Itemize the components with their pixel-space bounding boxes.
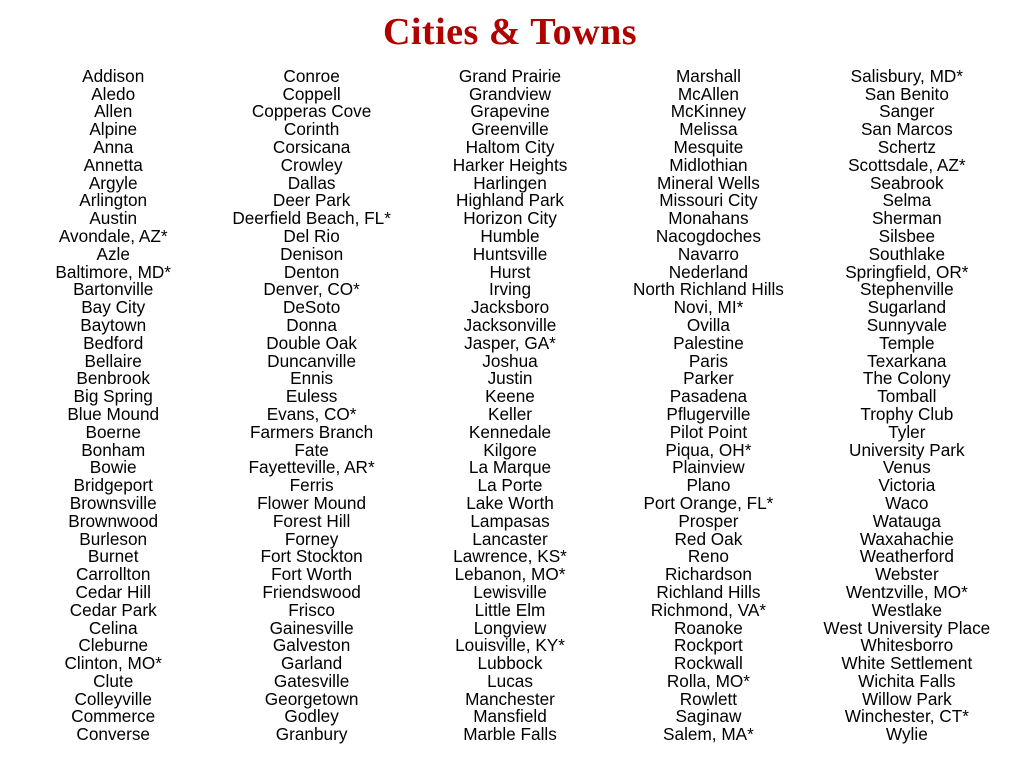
city-entry: West University Place [823, 617, 991, 638]
city-entry: Aledo [91, 83, 136, 104]
city-entry: Selma [882, 190, 932, 211]
city-entry: Keller [488, 403, 532, 424]
city-entry: Texarkana [867, 350, 947, 371]
city-entry: Missouri City [659, 190, 758, 211]
city-entry: Annetta [83, 154, 143, 175]
city-entry: Ovilla [686, 314, 730, 335]
city-entry: Converse [76, 724, 150, 745]
city-entry: Big Spring [73, 386, 153, 407]
city-entry: Addison [82, 65, 145, 86]
city-entry: Donna [286, 314, 337, 335]
city-entry: Crowley [280, 154, 343, 175]
city-entry: McKinney [670, 101, 747, 122]
city-entry: Flower Mound [257, 492, 367, 513]
city-entry: Evans, CO* [266, 403, 357, 424]
city-entry: Alpine [89, 119, 138, 140]
city-entry: Parker [683, 368, 734, 389]
city-entry: Ennis [290, 368, 334, 389]
city-entry: Jacksboro [470, 297, 550, 318]
city-entry: San Marcos [860, 119, 953, 140]
city-entry: Webster [874, 564, 939, 585]
city-entry: Stephenville [860, 279, 954, 300]
city-entry: Victoria [878, 475, 936, 496]
city-entry: Fort Worth [271, 564, 353, 585]
city-entry: McAllen [677, 83, 739, 104]
city-entry: Sanger [879, 101, 935, 122]
city-entry: Bartonville [73, 279, 154, 300]
city-entry: Farmers Branch [250, 421, 374, 442]
city-entry: Arlington [79, 190, 148, 211]
city-entry: Jasper, GA* [464, 332, 556, 353]
city-entry: Haltom City [465, 136, 555, 157]
city-entry: Anna [93, 136, 134, 157]
city-entry: Louisville, KY* [455, 635, 565, 656]
city-entry: The Colony [862, 368, 951, 389]
city-entry: Tyler [888, 421, 926, 442]
city-entry: Rolla, MO* [666, 670, 750, 691]
city-entry: Deerfield Beach, FL* [232, 208, 391, 229]
city-entry: Irving [489, 279, 532, 300]
city-entry: Corinth [283, 119, 340, 140]
city-entry: Lewisville [473, 581, 547, 602]
city-entry: Trophy Club [860, 403, 954, 424]
city-entry: Plainview [672, 457, 745, 478]
city-entry: Wylie [885, 724, 928, 745]
city-entry: Gainesville [269, 617, 354, 638]
city-entry: Cleburne [78, 635, 149, 656]
city-entry: Marshall [675, 65, 741, 86]
city-entry: Bonham [81, 439, 146, 460]
city-entry: Novi, MI* [673, 297, 744, 318]
city-entry: White Settlement [841, 653, 973, 674]
city-entry: Grandview [468, 83, 552, 104]
city-column [14, 65, 212, 745]
city-entry: Seabrook [870, 172, 944, 193]
city-entry: Waxahachie [859, 528, 954, 549]
city-entry: Schertz [877, 136, 936, 157]
city-entry: Forney [284, 528, 339, 549]
city-entry: Justin [487, 368, 533, 389]
city-entry: Lawrence, KS* [453, 546, 567, 567]
city-entry: La Porte [477, 475, 543, 496]
city-entry: Springfield, OR* [845, 261, 969, 282]
city-entry: Burnet [87, 546, 139, 567]
city-entry: Colleyville [74, 688, 152, 709]
city-entry: Nacogdoches [655, 225, 761, 246]
city-entry: Del Rio [283, 225, 340, 246]
city-entry: Little Elm [474, 599, 546, 620]
city-entry: Clinton, MO* [64, 653, 162, 674]
city-entry: Lubbock [477, 653, 543, 674]
city-entry: DeSoto [282, 297, 341, 318]
city-entry: Pilot Point [669, 421, 748, 442]
city-entry: Harlingen [473, 172, 547, 193]
city-entry: Fayetteville, AR* [248, 457, 375, 478]
city-entry: Austin [89, 208, 138, 229]
city-entry: Roanoke [674, 617, 743, 638]
city-entry: Lancaster [472, 528, 548, 549]
city-entry: Richland Hills [656, 581, 761, 602]
city-entry: Commerce [71, 706, 156, 727]
city-entry: Cedar Hill [75, 581, 151, 602]
city-entry: Galveston [272, 635, 351, 656]
city-entry: Mesquite [673, 136, 744, 157]
city-entry: Westlake [871, 599, 943, 620]
city-entry: Pflugerville [666, 403, 751, 424]
city-entry: Lucas [487, 670, 533, 691]
city-entry: Bowie [89, 457, 137, 478]
city-entry: Denver, CO* [263, 279, 360, 300]
city-entry: Salisbury, MD* [850, 65, 964, 86]
city-entry: Duncanville [267, 350, 357, 371]
city-entry: Watauga [872, 510, 941, 531]
city-entry: Temple [879, 332, 935, 353]
city-entry: Richmond, VA* [650, 599, 767, 620]
city-entry: Baltimore, MD* [55, 261, 171, 282]
city-entry: Midlothian [669, 154, 748, 175]
city-column [411, 65, 609, 745]
city-entry: Highland Park [456, 190, 564, 211]
city-entry: Garland [281, 653, 343, 674]
city-entry: Dallas [287, 172, 336, 193]
city-entry: Waco [885, 492, 929, 513]
city-entry: Saginaw [675, 706, 742, 727]
city-entry: Double Oak [266, 332, 357, 353]
city-entry: Melissa [679, 119, 738, 140]
city-entry: Brownwood [68, 510, 159, 531]
city-entry: Bellaire [84, 350, 142, 371]
city-entry: Ferris [289, 475, 334, 496]
city-entry: Wichita Falls [858, 670, 956, 691]
city-entry: Silsbee [878, 225, 936, 246]
city-entry: Carrollton [75, 564, 151, 585]
city-entry: Whitesborro [860, 635, 954, 656]
city-entry: Euless [285, 386, 338, 407]
city-entry: Lebanon, MO* [454, 564, 566, 585]
city-entry: Horizon City [463, 208, 557, 229]
city-entry: Jacksonville [463, 314, 557, 335]
city-entry: Allen [94, 101, 133, 122]
city-entry: Baytown [80, 314, 147, 335]
city-entry: Greenville [471, 119, 549, 140]
city-entry: Weatherford [859, 546, 954, 567]
city-entry: Paris [688, 350, 728, 371]
city-entry: Hurst [489, 261, 531, 282]
city-entry: Denison [280, 243, 344, 264]
city-entry: Manchester [465, 688, 555, 709]
city-entry: Fate [294, 439, 329, 460]
city-entry: Burleson [79, 528, 148, 549]
city-entry: Clute [93, 670, 134, 691]
city-entry: Copperas Cove [251, 101, 372, 122]
city-entry: Richardson [664, 564, 752, 585]
city-entry: Gatesville [273, 670, 350, 691]
city-entry: Lampasas [470, 510, 550, 531]
city-entry: Palestine [673, 332, 744, 353]
city-entry: Cedar Park [69, 599, 157, 620]
city-column [212, 65, 410, 745]
city-entry: Georgetown [264, 688, 359, 709]
city-entry: Mansfield [473, 706, 547, 727]
city-entry: Marble Falls [463, 724, 557, 745]
city-entry: Denton [283, 261, 340, 282]
city-entry: Kennedale [468, 421, 552, 442]
city-entry: Forest Hill [272, 510, 351, 531]
city-entry: Harker Heights [452, 154, 568, 175]
city-entry: Mineral Wells [657, 172, 760, 193]
city-entry: Nederland [668, 261, 749, 282]
city-entry: Azle [96, 243, 130, 264]
city-entry: Salem, MA* [663, 724, 754, 745]
city-entry: Red Oak [674, 528, 743, 549]
city-entry: San Benito [864, 83, 949, 104]
city-entry: Reno [687, 546, 729, 567]
city-entry: Frisco [288, 599, 335, 620]
city-entry: Friendswood [262, 581, 361, 602]
city-entry: Rowlett [679, 688, 738, 709]
city-entry: Southlake [868, 243, 946, 264]
city-entry: Piqua, OH* [665, 439, 752, 460]
city-entry: Granbury [275, 724, 348, 745]
city-entry: Monahans [668, 208, 749, 229]
city-entry: Kilgore [483, 439, 537, 460]
city-entry: Fort Stockton [260, 546, 363, 567]
page-title: Cities & Towns [382, 11, 638, 53]
city-entry: Pasadena [669, 386, 748, 407]
city-entry: University Park [849, 439, 965, 460]
city-entry: Deer Park [272, 190, 351, 211]
city-entry: Godley [284, 706, 339, 727]
city-entry: Bay City [81, 297, 146, 318]
city-entry: Venus [882, 457, 931, 478]
city-entry: Navarro [677, 243, 739, 264]
city-entry: Winchester, CT* [844, 706, 969, 727]
city-entry: Scottsdale, AZ* [848, 154, 966, 175]
city-columns [0, 54, 1020, 744]
city-entry: Port Orange, FL* [643, 492, 774, 513]
city-entry: Bedford [83, 332, 144, 353]
city-entry: Bridgeport [73, 475, 153, 496]
city-entry: Corsicana [272, 136, 351, 157]
city-column [808, 65, 1006, 745]
city-entry: Plano [686, 475, 731, 496]
city-entry: Conroe [283, 65, 340, 86]
city-entry: Boerne [85, 421, 141, 442]
city-entry: Sugarland [867, 297, 946, 318]
city-entry: Blue Mound [67, 403, 160, 424]
city-entry: Sherman [871, 208, 942, 229]
city-entry: Willow Park [861, 688, 952, 709]
city-entry: Celina [88, 617, 138, 638]
city-entry: Brownsville [69, 492, 157, 513]
city-entry: Rockport [674, 635, 743, 656]
city-entry: La Marque [468, 457, 552, 478]
city-entry: Wentzville, MO* [845, 581, 968, 602]
city-entry: Rockwall [674, 653, 743, 674]
city-entry: Benbrook [76, 368, 150, 389]
city-entry: Tomball [877, 386, 937, 407]
city-entry: Lake Worth [466, 492, 554, 513]
city-entry: Longview [473, 617, 547, 638]
city-entry: Humble [480, 225, 540, 246]
city-entry: Keene [485, 386, 535, 407]
city-entry: Grapevine [470, 101, 550, 122]
city-entry: Avondale, AZ* [58, 225, 168, 246]
city-entry: Joshua [482, 350, 538, 371]
city-entry: Argyle [88, 172, 138, 193]
city-entry: Huntsville [472, 243, 548, 264]
city-entry: Coppell [282, 83, 341, 104]
city-column [609, 65, 807, 745]
city-entry: Grand Prairie [458, 65, 562, 86]
city-entry: North Richland Hills [632, 279, 784, 300]
city-entry: Sunnyvale [866, 314, 947, 335]
city-entry: Prosper [678, 510, 739, 531]
